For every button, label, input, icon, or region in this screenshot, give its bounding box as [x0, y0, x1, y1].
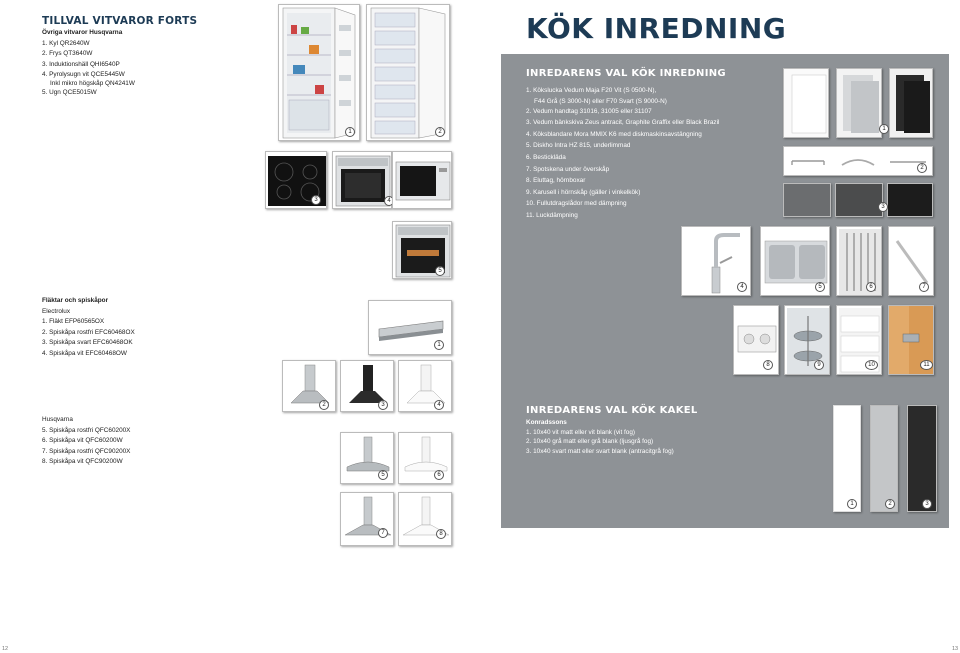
- list-item: 8. Eluttag, hörnboxar: [526, 177, 586, 185]
- tile-black-swatch: [907, 405, 937, 512]
- page-number-right: 13: [952, 646, 959, 652]
- badge-3: 3: [311, 195, 321, 205]
- list-item: 5. Spiskåpa rostfri QFC60200X: [42, 426, 131, 434]
- list-item: 5. Diskho Intra HZ 815, underlimmad: [526, 142, 631, 150]
- badge-1: 1: [345, 127, 355, 137]
- badge-8: 8: [763, 360, 773, 370]
- badge-1: 1: [434, 340, 444, 350]
- left-page-title: TILLVAL VITVAROR FORTS: [42, 15, 198, 27]
- list-item: 3. 10x40 svart matt eller svart blank (antracitgrå fog): [526, 447, 674, 455]
- list-item: 7. Spiskåpa rostfri QFC90200X: [42, 447, 131, 455]
- brand-label: Konradssons: [526, 419, 567, 426]
- husqvarna-hoods-list: [42, 415, 162, 468]
- badge-3: 3: [378, 400, 388, 410]
- list-item-sub: Inkl mikro högskåp QN4241W: [50, 80, 135, 88]
- tile-white-swatch: [833, 405, 861, 512]
- kitchen-selection-block: [526, 68, 776, 222]
- list-item: 4. Köksblandare Mora MMIX K6 med diskmaskinsavstängning: [526, 130, 702, 138]
- badge-8: 8: [436, 529, 446, 539]
- list-item: 1. 10x40 vit matt eller vit blank (vit fog): [526, 428, 636, 436]
- list-item: 4. Spiskåpa vit EFC60468OW: [42, 349, 127, 357]
- badge-6: 6: [866, 282, 876, 292]
- tile-selection-block: [526, 405, 746, 456]
- badge-2: 2: [885, 499, 895, 509]
- right-page-title: KÖK INREDNING: [526, 12, 787, 45]
- list-item: 1. Kökslucka Vedum Maja F20 Vit (S 0500-N),: [526, 87, 657, 94]
- badge-7: 7: [378, 528, 388, 538]
- badge-2: 2: [435, 127, 445, 137]
- hood-glass-white-image: [398, 432, 452, 484]
- brand-label: Husqvarna: [42, 416, 73, 423]
- handles-image: [783, 146, 933, 176]
- countertop-graphite-image: [835, 183, 883, 217]
- badge-3: 3: [922, 499, 932, 509]
- list-item: 8. Spiskåpa vit QFC90200W: [42, 458, 123, 466]
- badge-3: 3: [878, 202, 888, 212]
- badge-9: 9: [814, 360, 824, 370]
- badge-5: 5: [815, 282, 825, 292]
- list-item: 3. Vedum bänkskiva Zeus antracit, Graphite Graffix eller Black Brazil: [526, 119, 720, 127]
- badge-10: 10: [865, 360, 878, 370]
- badge-11: 11: [920, 360, 933, 370]
- badge-2: 2: [319, 400, 329, 410]
- tile-selection-heading: INREDARENS VAL KÖK KAKEL: [526, 405, 698, 416]
- badge-2: 2: [917, 163, 927, 173]
- door-grey-image: [836, 68, 882, 138]
- badge-6: 6: [434, 470, 444, 480]
- fridge-image: [278, 4, 360, 141]
- appliances-list: [42, 28, 162, 99]
- list-item: 6. Bestickläda: [526, 153, 566, 161]
- badge-1: 1: [879, 124, 889, 134]
- hoods-list: [42, 296, 162, 360]
- microwave-image: [392, 151, 452, 209]
- countertop-black-brazil-image: [887, 183, 933, 217]
- list-item: 3. Spiskåpa svart EFC60468OK: [42, 339, 133, 347]
- appliances-heading: Övriga vitvaror Husqvarna: [42, 29, 123, 36]
- kitchen-selection-heading: INREDARENS VAL KÖK INREDNING: [526, 68, 726, 79]
- badge-4: 4: [737, 282, 747, 292]
- badge-7: 7: [919, 282, 929, 292]
- list-item: 11. Luckdämpning: [526, 211, 578, 219]
- list-item: 2. Frys QT3640W: [42, 50, 93, 58]
- list-item: 2. Vedum handtag 31016, 31005 eller 31107: [526, 107, 652, 115]
- countertop-zeus-image: [783, 183, 831, 217]
- freezer-image: [366, 4, 450, 141]
- page-number-left: 12: [2, 646, 9, 652]
- list-item: 1. Kyl QR2640W: [42, 39, 90, 47]
- list-item: 6. Spiskåpa vit QFC60200W: [42, 437, 123, 445]
- list-item: 10. Fullutdragslådor med dämpning: [526, 200, 627, 208]
- badge-4: 4: [384, 196, 394, 206]
- list-item: F44 Grå (S 3000-N) eller F70 Svart (S 9000-N): [534, 97, 667, 105]
- brand-label: Electrolux: [42, 307, 71, 315]
- badge-1: 1: [847, 499, 857, 509]
- list-item: 2. 10x40 grå matt eller grå blank (ljusgrå fog): [526, 438, 654, 446]
- list-item: 4. Pyrolysugn vit QCE5445W: [42, 71, 125, 79]
- list-item: 5. Ugn QCE5015W: [42, 89, 97, 97]
- badge-5: 5: [435, 266, 445, 276]
- list-item: 9. Karusell i hörnskåp (gäller i vinkelkök): [526, 188, 641, 196]
- list-item: 7. Spotskena under överskåp: [526, 165, 610, 173]
- door-black-image: [889, 68, 933, 138]
- list-item: 1. Fläkt EFP60565OX: [42, 318, 105, 326]
- hood-wide-steel-image: [340, 492, 394, 546]
- badge-4: 4: [434, 400, 444, 410]
- list-item: 2. Spiskåpa rostfri EFC60468OX: [42, 328, 135, 336]
- list-item: 3. Induktionshäll QHI6540P: [42, 60, 120, 68]
- tile-grey-swatch: [870, 405, 898, 512]
- oven-image: [332, 151, 392, 209]
- door-white-image: [783, 68, 829, 138]
- badge-5: 5: [378, 470, 388, 480]
- hoods-heading: Fläktar och spiskåpor: [42, 297, 109, 304]
